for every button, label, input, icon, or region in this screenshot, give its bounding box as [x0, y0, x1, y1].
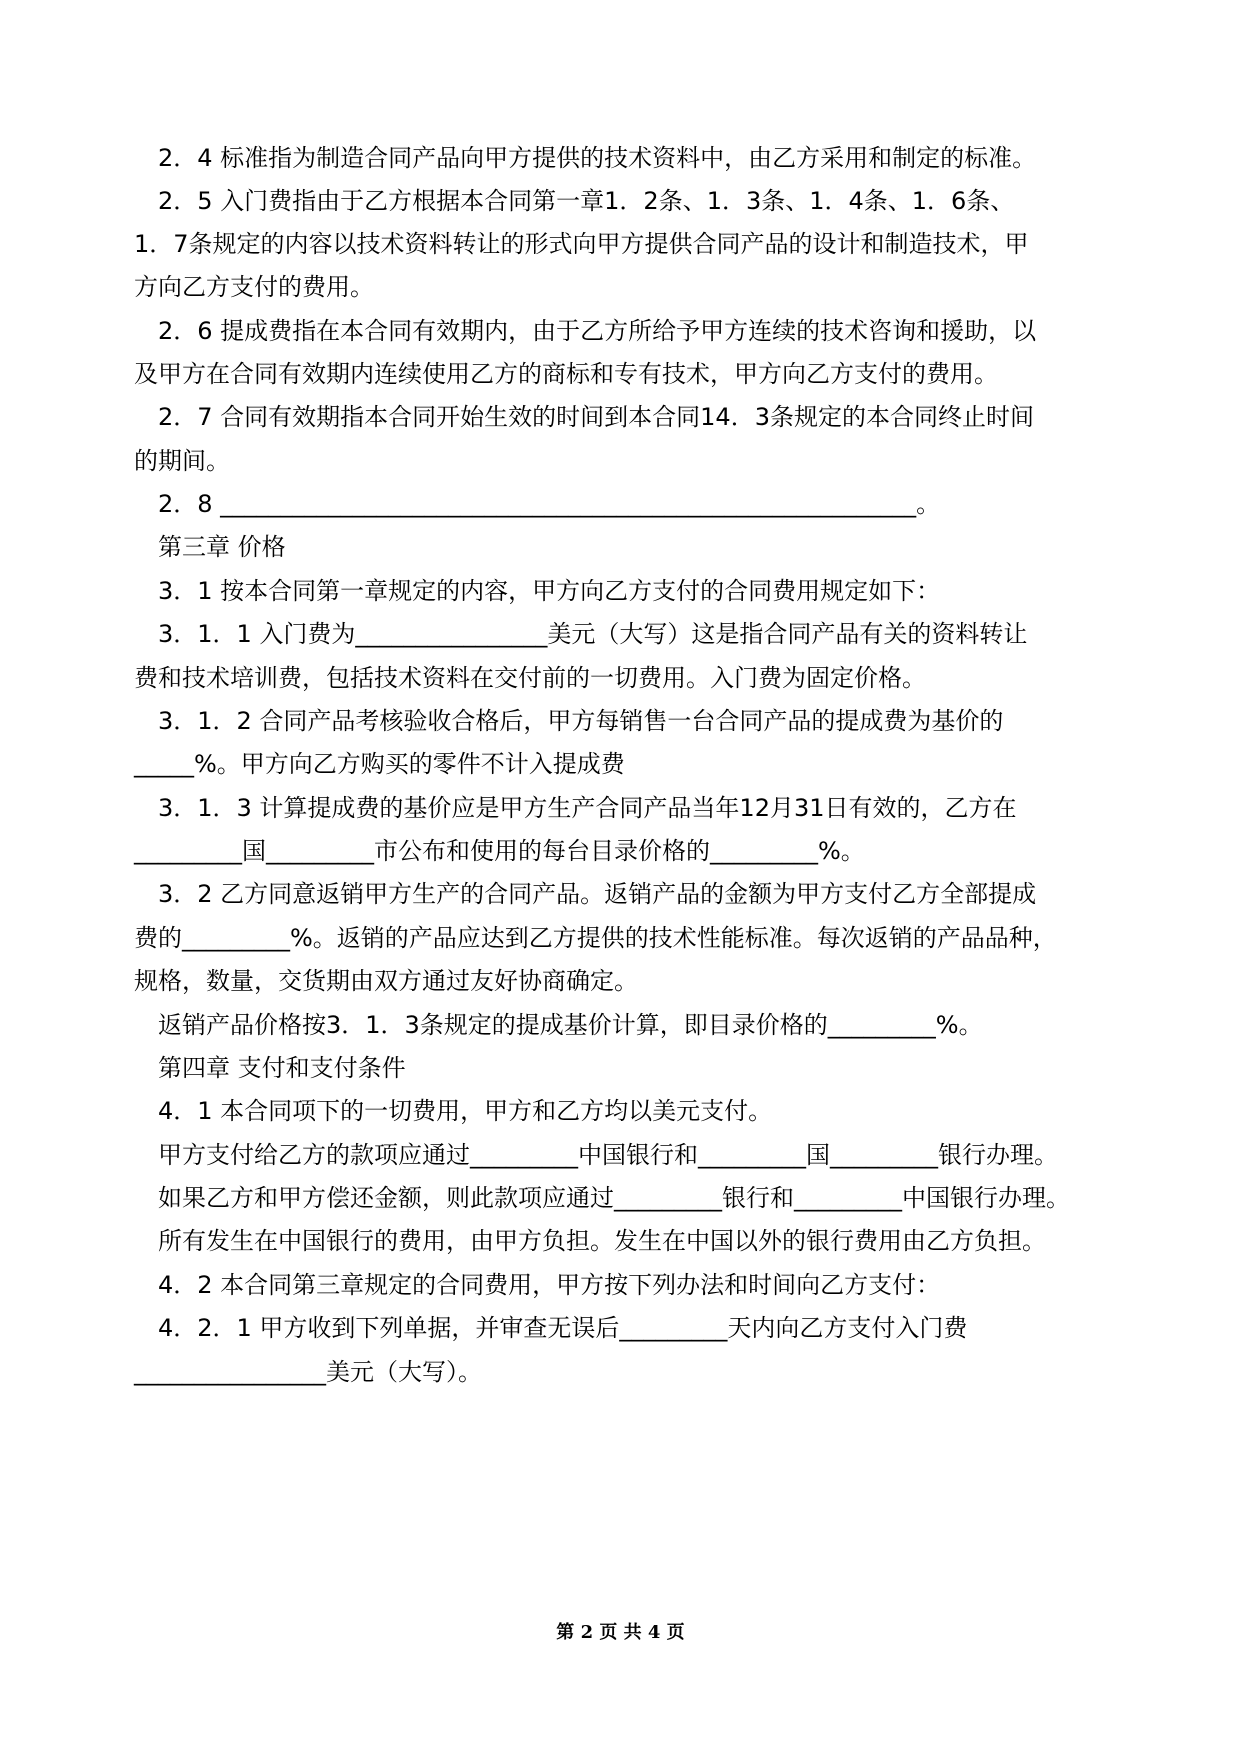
text-line: 方向乙方支付的费用。: [134, 273, 374, 301]
text-line: 返销产品价格按3．1．3条规定的提成基价计算，即目录价格的_________%。: [158, 1011, 983, 1039]
text-line: 1．7条规定的内容以技术资料转让的形式向甲方提供合同产品的设计和制造技术，甲: [134, 230, 1029, 258]
text-line: 甲方支付给乙方的款项应通过_________中国银行和_________国_________银行办理。: [158, 1141, 1058, 1169]
text-line: 2．5 入门费指由于乙方根据本合同第一章1．2条、1．3条、1．4条、1．6条、: [158, 187, 1015, 215]
text-line: 2．6 提成费指在本合同有效期内，由于乙方所给予甲方连续的技术咨询和援助，以: [158, 317, 1037, 345]
text-line: 费的_________%。返销的产品应达到乙方提供的技术性能标准。每次返销的产品品种，: [134, 924, 1057, 952]
text-line: 3．1．3 计算提成费的基价应是甲方生产合同产品当年12月31日有效的，乙方在: [158, 794, 1017, 822]
text-line: 2．7 合同有效期指本合同开始生效的时间到本合同14．3条规定的本合同终止时间: [158, 403, 1034, 431]
text-line: 的期间。: [134, 447, 230, 475]
text-line: 4．2 本合同第三章规定的合同费用，甲方按下列办法和时间向乙方支付：: [158, 1271, 941, 1299]
text-line: 4．1 本合同项下的一切费用，甲方和乙方均以美元支付。: [158, 1097, 773, 1125]
text-line: 3．1．1 入门费为________________美元（大写）这是指合同产品有关的资料转让: [158, 620, 1028, 648]
text-line: 3．1 按本合同第一章规定的内容，甲方向乙方支付的合同费用规定如下：: [158, 577, 941, 605]
text-line: 及甲方在合同有效期内连续使用乙方的商标和专有技术，甲方向乙方支付的费用。: [134, 360, 998, 388]
text-line: 规格，数量，交货期由双方通过友好协商确定。: [134, 967, 638, 995]
text-line: 3．2 乙方同意返销甲方生产的合同产品。返销产品的金额为甲方支付乙方全部提成: [158, 880, 1037, 908]
chapter-heading: 第四章 支付和支付条件: [158, 1054, 406, 1082]
text-line: 3．1．2 合同产品考核验收合格后，甲方每销售一台合同产品的提成费为基价的: [158, 707, 1004, 735]
text-line: ________________美元（大写）。: [134, 1358, 482, 1386]
chapter-heading: 第三章 价格: [158, 533, 286, 561]
text-line: 所有发生在中国银行的费用，由甲方负担。发生在中国以外的银行费用由乙方负担。: [158, 1227, 1046, 1255]
text-line: _________国_________市公布和使用的每台目录价格的_________%。: [134, 837, 865, 865]
text-line: 费和技术培训费，包括技术资料在交付前的一切费用。入门费为固定价格。: [134, 664, 926, 692]
text-line: _____%。甲方向乙方购买的零件不计入提成费: [134, 750, 625, 778]
text-line: 2．8 __________________________________________________________。: [158, 490, 941, 518]
text-line: 2．4 标准指为制造合同产品向甲方提供的技术资料中，由乙方采用和制定的标准。: [158, 144, 1037, 172]
text-line: 4．2．1 甲方收到下列单据，并审查无误后_________天内向乙方支付入门费: [158, 1314, 968, 1342]
page-number: 第 2 页 共 4 页: [556, 1622, 685, 1643]
text-line: 如果乙方和甲方偿还金额，则此款项应通过_________银行和_________中国银行办理。: [158, 1184, 1070, 1212]
